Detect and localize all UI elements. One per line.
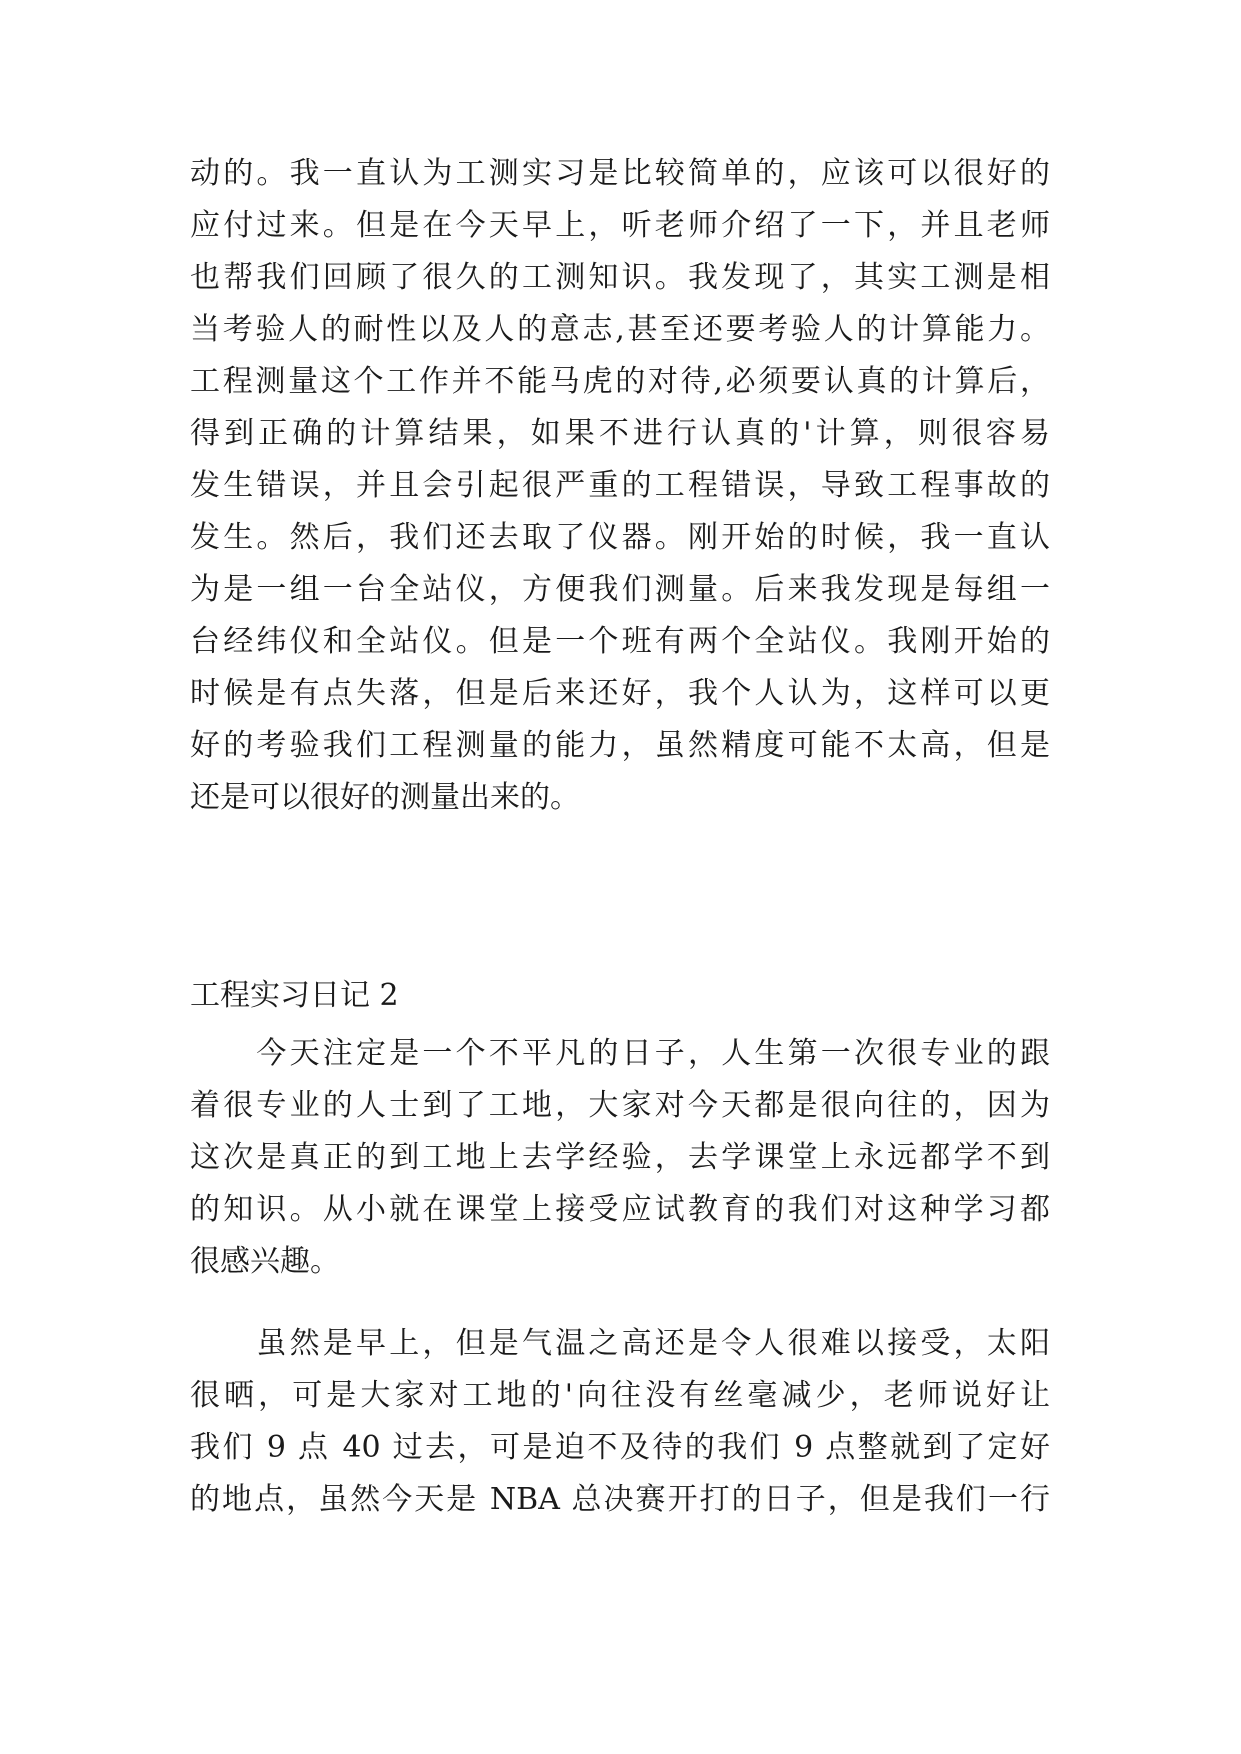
text-line: 还是可以很好的测量出来的。 [190,780,580,815]
text-line: 好的考验我们工程测量的能力，虽然精度可能不太高，但是 [190,728,1050,763]
text-line: 当考验人的耐性以及人的意志,甚至还要考验人的计算能力。 [190,312,1050,347]
text-line: 虽然是早上，但是气温之高还是令人很难以接受，太阳 [190,1326,1050,1361]
text-line: 发生。然后，我们还去取了仪器。刚开始的时候，我一直认 [190,520,1050,555]
text-line: 今天注定是一个不平凡的日子，人生第一次很专业的跟 [190,1036,1050,1071]
text-line: 着很专业的人士到了工地，大家对今天都是很向往的，因为 [190,1088,1050,1123]
continuation-paragraph [190,148,1050,824]
text-line: 时候是有点失落，但是后来还好，我个人认为，这样可以更 [190,676,1050,711]
paragraph-2 [190,1318,1050,1526]
text-line: 为是一组一台全站仪，方便我们测量。后来我发现是每组一 [190,572,1050,607]
text-line: 也帮我们回顾了很久的工测知识。我发现了，其实工测是相 [190,260,1050,295]
text-line: 得到正确的计算结果，如果不进行认真的'计算，则很容易 [190,416,1050,451]
text-line: 的知识。从小就在课堂上接受应试教育的我们对这种学习都 [190,1192,1050,1227]
paragraph-1 [190,1028,1050,1288]
text-line: 很感兴趣。 [190,1244,340,1279]
text-line: 台经纬仪和全站仪。但是一个班有两个全站仪。我刚开始的 [190,624,1050,659]
text-line: 的地点，虽然今天是 NBA 总决赛开打的日子，但是我们一行 [190,1482,1050,1517]
text-line: 发生错误，并且会引起很严重的工程错误，导致工程事故的 [190,468,1050,503]
section-heading: 工程实习日记 2 [190,978,399,1013]
text-line: 很晒，可是大家对工地的'向往没有丝毫减少，老师说好让 [190,1378,1050,1413]
text-line: 这次是真正的到工地上去学经验，去学课堂上永远都学不到 [190,1140,1050,1175]
text-line: 应付过来。但是在今天早上，听老师介绍了一下，并且老师 [190,208,1050,243]
text-line: 动的。我一直认为工测实习是比较简单的，应该可以很好的 [190,156,1050,191]
text-line: 工程测量这个工作并不能马虎的对待,必须要认真的计算后， [190,364,1050,399]
text-line: 我们 9 点 40 过去，可是迫不及待的我们 9 点整就到了定好 [190,1430,1050,1465]
